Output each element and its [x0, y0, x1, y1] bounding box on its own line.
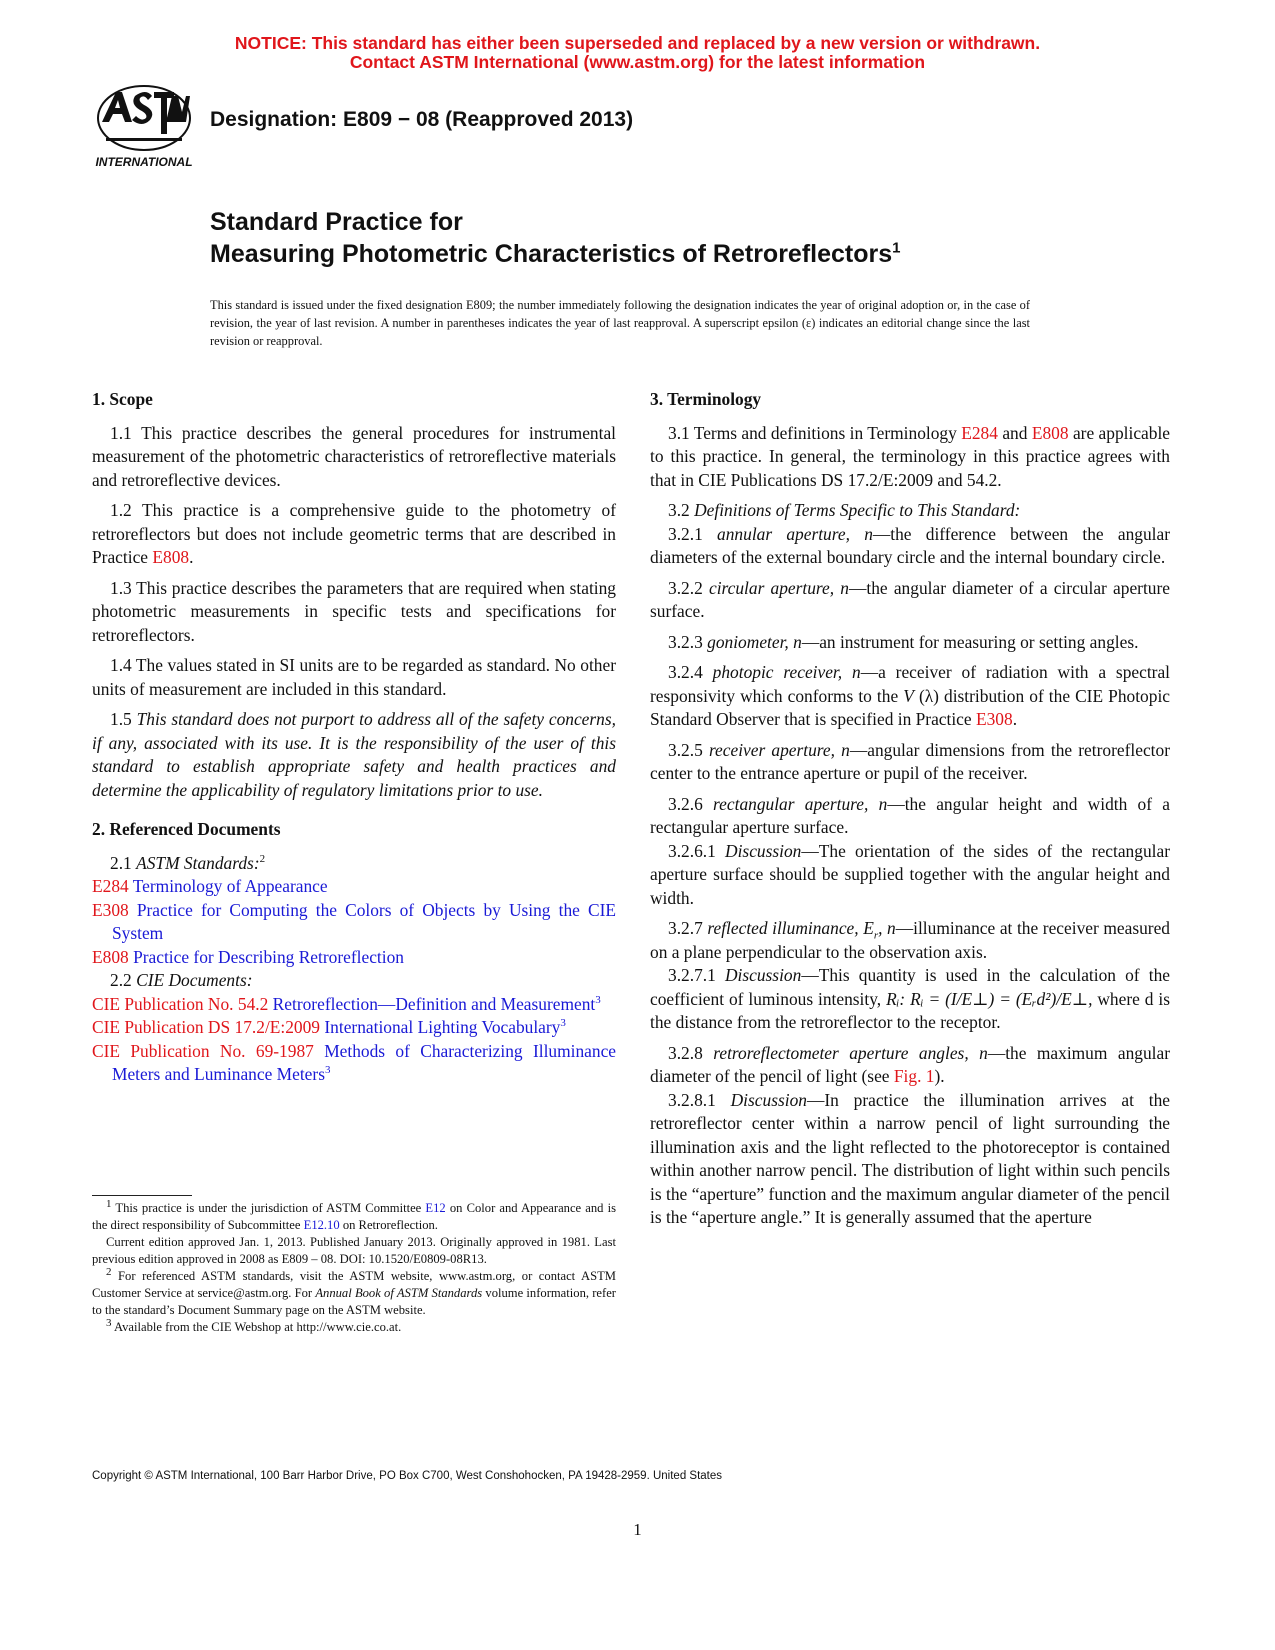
- left-column: [92, 388, 616, 1087]
- fn3-text: Available from the CIE Webshop at http://www.cie.co.at.: [113, 1320, 402, 1334]
- title-footnote-mark: 1: [892, 239, 901, 257]
- notice-banner: [0, 34, 1275, 72]
- def-term: retroreflectometer aperture angles, n: [713, 1042, 988, 1063]
- scope-1-3: 1.3 This practice describes the parameters that are required when stating photometric measurements in specific tests and specifications for retroreflectors.: [92, 577, 616, 645]
- footnote-divider: [92, 1195, 192, 1196]
- cie-label-num: 2.2: [110, 970, 132, 990]
- astm-label-mark: 2: [259, 852, 266, 865]
- notice-line-2: Contact ASTM International (www.astm.org) for the latest information: [349, 52, 926, 72]
- def-3-2-5: [650, 739, 1170, 786]
- formula: Rᵢ: Rᵢ = (I/E⊥) = (Eᵣd²)/E⊥,: [886, 988, 1093, 1009]
- fn2-text-b: volume information, refer to the standard’s Document Summary page on the ASTM website.: [92, 1286, 616, 1317]
- def-term: photopic receiver, n: [712, 662, 861, 682]
- def-term: circular aperture, n: [708, 577, 850, 598]
- def-term: goniometer, n: [707, 631, 802, 652]
- def-text: —angular dimensions from the retroreflector center to the entrance aperture or pupil of the receiver.: [650, 739, 1170, 783]
- fn1-text-a: This practice is under the jurisdiction of ASTM Committee: [115, 1201, 422, 1215]
- term-3-2-num: 3.2: [668, 500, 690, 520]
- scope-1-5-num: 1.5: [110, 709, 132, 729]
- def-text: —the angular height and width of a rectangular aperture surface.: [650, 793, 1171, 837]
- ref-code[interactable]: E308: [92, 899, 129, 920]
- term-3-1-b: and: [1002, 422, 1028, 443]
- fn1-text-c: on Retroreflection.: [342, 1218, 438, 1232]
- ref-code[interactable]: E284: [92, 876, 129, 896]
- scope-1-2-end: .: [189, 547, 194, 567]
- def-3-2-8: [650, 1042, 1170, 1089]
- ref-mark: 3: [560, 1017, 566, 1030]
- astm-standards-label: [92, 852, 616, 876]
- ref-code[interactable]: E808: [92, 946, 129, 967]
- scope-1-2-text: 1.2 This practice is a comprehensive guide to the photometry of retroreflectors but does not include geometric terms that are described in Practice: [92, 500, 616, 567]
- astm-label-num: 2.1: [110, 852, 132, 873]
- title-line-2: Measuring Photometric Characteristics of Retroreflectors: [210, 240, 893, 268]
- astm-label-text: ASTM Standards:: [136, 852, 260, 873]
- def-3-2-8-1: [650, 1089, 1170, 1230]
- term-3-1: [650, 422, 1170, 493]
- def-3-2-6-1: [650, 840, 1170, 911]
- e284-link[interactable]: E284: [961, 422, 998, 443]
- ref-code[interactable]: CIE Publication DS 17.2/E:2009: [92, 1017, 321, 1037]
- e308-link[interactable]: E308: [975, 709, 1013, 729]
- document-title: [210, 206, 900, 270]
- fn3-mark: 3: [106, 1316, 112, 1329]
- def-text: —a receiver of radiation with a spectral responsivity which conforms to the: [650, 662, 1170, 706]
- right-column: [650, 388, 1170, 1230]
- term-3-2-text: Definitions of Terms Specific to This Standard:: [694, 500, 1021, 520]
- def-num: 3.2.6.1: [668, 840, 716, 861]
- ref-mark: 3: [324, 1064, 331, 1077]
- def-3-2-2: [650, 577, 1170, 624]
- formula-after: where d is the distance from the retroreflector to the receptor.: [650, 988, 1170, 1032]
- def-3-2-1: [650, 523, 1170, 570]
- ref-cie-17[interactable]: [92, 1016, 616, 1040]
- def-text: —the difference between the angular diameters of the external boundary circle and the internal boundary circle.: [650, 523, 1170, 567]
- def-term: receiver aperture, n: [708, 739, 850, 760]
- issuance-statement: This standard is issued under the fixed designation E809; the number immediately following the designation indicates the year of original adoption or, in the case of revision, the year of last revision. A number in parentheses indicates the year of last reapproval. A superscript epsilon (ε) indicates an editorial change since the last revision or reapproval.: [210, 298, 1030, 348]
- def-num: 3.2.7: [668, 918, 703, 938]
- ref-e284[interactable]: [92, 875, 616, 899]
- def-3-2-6: [650, 793, 1170, 840]
- def-num: 3.2.4: [668, 662, 703, 682]
- fn2-mark: 2: [106, 1265, 112, 1278]
- discussion-label: Discussion: [724, 965, 802, 985]
- scope-1-1: 1.1 This practice describes the general procedures for instrumental measurement of the photometric characteristics of retroreflective materials and retroreflective devices.: [92, 422, 616, 490]
- fn2-italic: Annual Book of ASTM Standards: [315, 1286, 483, 1300]
- def-n: , n: [878, 918, 896, 938]
- def-text: —The orientation of the sides of the rectangular aperture surface should be supplied together with the angular height and width.: [650, 840, 1170, 908]
- scope-1-2: [92, 499, 616, 570]
- cie-label-text: CIE Documents:: [136, 970, 253, 990]
- e12-link[interactable]: E12: [425, 1201, 446, 1215]
- def-num: 3.2.3: [668, 631, 703, 652]
- def-text: —the angular diameter of a circular aperture surface.: [650, 577, 1170, 621]
- def-text: —In practice the illumination arrives at the retroreflector center within a narrow pencil of light surrounding the illumination axis and the light reflected to the photoreceptor is contained within another narrow pencil. The distribution of light within such pencils is the “aperture” function and the maximum angular diameter of the pencil is the “aperture angle.” It is generally assumed that the aperture: [650, 1089, 1170, 1227]
- copyright: Copyright © ASTM International, 100 Barr Harbor Drive, PO Box C700, West Conshohocken, PA 19428-2959. United States: [92, 1470, 723, 1482]
- e808-link[interactable]: E808: [1031, 422, 1069, 443]
- def-text: —illuminance at the receiver measured on a plane perpendicular to the observation axis.: [650, 918, 1170, 962]
- def-term: annular aperture, n: [717, 523, 873, 544]
- scope-1-5: [92, 708, 616, 802]
- fn1-mark: 1: [106, 1197, 112, 1210]
- def-end: .: [1012, 709, 1018, 729]
- ref-title[interactable]: Terminology of Appearance: [132, 876, 328, 896]
- fn2-text-a: For referenced ASTM standards, visit the ASTM website, www.astm.org, or contact ASTM Customer Service at service@astm.org. For: [92, 1269, 616, 1300]
- term-3-2: [650, 499, 1170, 523]
- scope-1-5-text: This standard does not purport to address all of the safety concerns, if any, associated with its use. It is the responsibility of the user of this standard to establish appropriate safety and health practices and determine the applicability of regulatory limitations prior to use.: [92, 709, 616, 800]
- def-text: —the maximum angular diameter of the pencil of light (see: [650, 1042, 1170, 1086]
- ref-cie-54[interactable]: [92, 993, 616, 1017]
- footnote-1-edition: Current edition approved Jan. 1, 2013. Published January 2013. Originally approved in 1981. Last previous edition approved in 2008 as E809 – 08. DOI: 10.1520/E0809-08R13.: [92, 1235, 616, 1266]
- footnote-3: [92, 1316, 616, 1336]
- term-3-1-c: are applicable to this practice. In general, the terminology in this practice agrees with that in CIE Publications DS 17.2/E:2009 and 54.2.: [650, 422, 1170, 490]
- footnote-1: [92, 1197, 616, 1234]
- footnote-2: [92, 1265, 616, 1319]
- ref-title[interactable]: International Lighting Vocabulary: [324, 1017, 561, 1037]
- def-num: 3.2.7.1: [668, 965, 716, 985]
- discussion-label: Discussion: [725, 840, 802, 861]
- ref-title[interactable]: Retroreflection—Definition and Measurement: [272, 993, 596, 1014]
- def-text: —This quantity is used in the calculation of the coefficient of luminous intensity,: [650, 965, 1170, 1009]
- def-num: 3.2.1: [668, 523, 703, 544]
- astm-logo: [88, 78, 200, 174]
- scope-1-4: 1.4 The values stated in SI units are to be regarded as standard. No other units of measurement are included in this standard.: [92, 655, 616, 699]
- def-num: 3.2.5: [668, 739, 703, 760]
- def-num: 3.2.8.1: [668, 1089, 716, 1110]
- ref-code[interactable]: CIE Publication No. 69-1987: [92, 1040, 314, 1061]
- def-3-2-3: [650, 631, 1170, 655]
- def-3-2-7: [650, 917, 1170, 964]
- def-symbol-sub: r: [873, 929, 879, 942]
- ref-cie-69[interactable]: [92, 1040, 616, 1087]
- ref-title[interactable]: Practice for Describing Retroreflection: [133, 946, 404, 967]
- footnotes: [92, 1197, 616, 1336]
- def-text: —an instrument for measuring or setting angles.: [801, 631, 1139, 652]
- def-term: reflected illuminance,: [707, 918, 859, 938]
- ref-code[interactable]: CIE Publication No. 54.2: [92, 993, 269, 1014]
- def-symbol: V: [903, 685, 914, 706]
- e808-link[interactable]: E808: [152, 547, 190, 567]
- def-term: rectangular aperture, n: [713, 793, 888, 814]
- ref-e808[interactable]: [92, 946, 616, 970]
- def-num: 3.2.2: [668, 577, 703, 598]
- title-line-1: Standard Practice for: [210, 208, 463, 236]
- scope-heading: 1. Scope: [92, 389, 153, 409]
- logo-text: INTERNATIONAL: [95, 155, 193, 169]
- fig-1-link[interactable]: Fig. 1: [893, 1066, 935, 1086]
- def-text-b: (λ) distribution of the CIE Photopic Standard Observer that is specified in Practice: [650, 685, 1170, 729]
- page-number: 1: [633, 1520, 642, 1539]
- def-num: 3.2.8: [668, 1042, 703, 1063]
- discussion-label: Discussion: [730, 1089, 807, 1110]
- astm-logo-icon: [88, 78, 200, 174]
- referenced-heading: 2. Referenced Documents: [92, 819, 281, 839]
- def-symbol: E: [863, 918, 874, 938]
- ref-title[interactable]: Practice for Computing the Colors of Objects by Using the CIE System: [112, 899, 616, 943]
- cie-documents-label: [92, 969, 616, 993]
- terminology-heading: 3. Terminology: [650, 389, 762, 409]
- notice-line-1: NOTICE: This standard has either been superseded and replaced by a new version or withdrawn.: [234, 33, 1041, 53]
- fn1-text-b: on Color and Appearance and is the direct responsibility of Subcommittee: [92, 1201, 616, 1232]
- def-num: 3.2.6: [668, 793, 703, 814]
- term-3-1-a: 3.1 Terms and definitions in Terminology: [668, 422, 957, 443]
- ref-e308[interactable]: [92, 899, 616, 946]
- def-3-2-7-1: [650, 964, 1170, 1035]
- designation: Designation: E809 − 08 (Reapproved 2013): [210, 108, 634, 131]
- def-end: ).: [934, 1066, 945, 1086]
- e12-10-link[interactable]: E12.10: [303, 1218, 340, 1232]
- ref-mark: 3: [595, 993, 601, 1006]
- ref-title[interactable]: Methods of Characterizing Illuminance Meters and Luminance Meters: [112, 1040, 617, 1084]
- def-3-2-4: [650, 661, 1170, 732]
